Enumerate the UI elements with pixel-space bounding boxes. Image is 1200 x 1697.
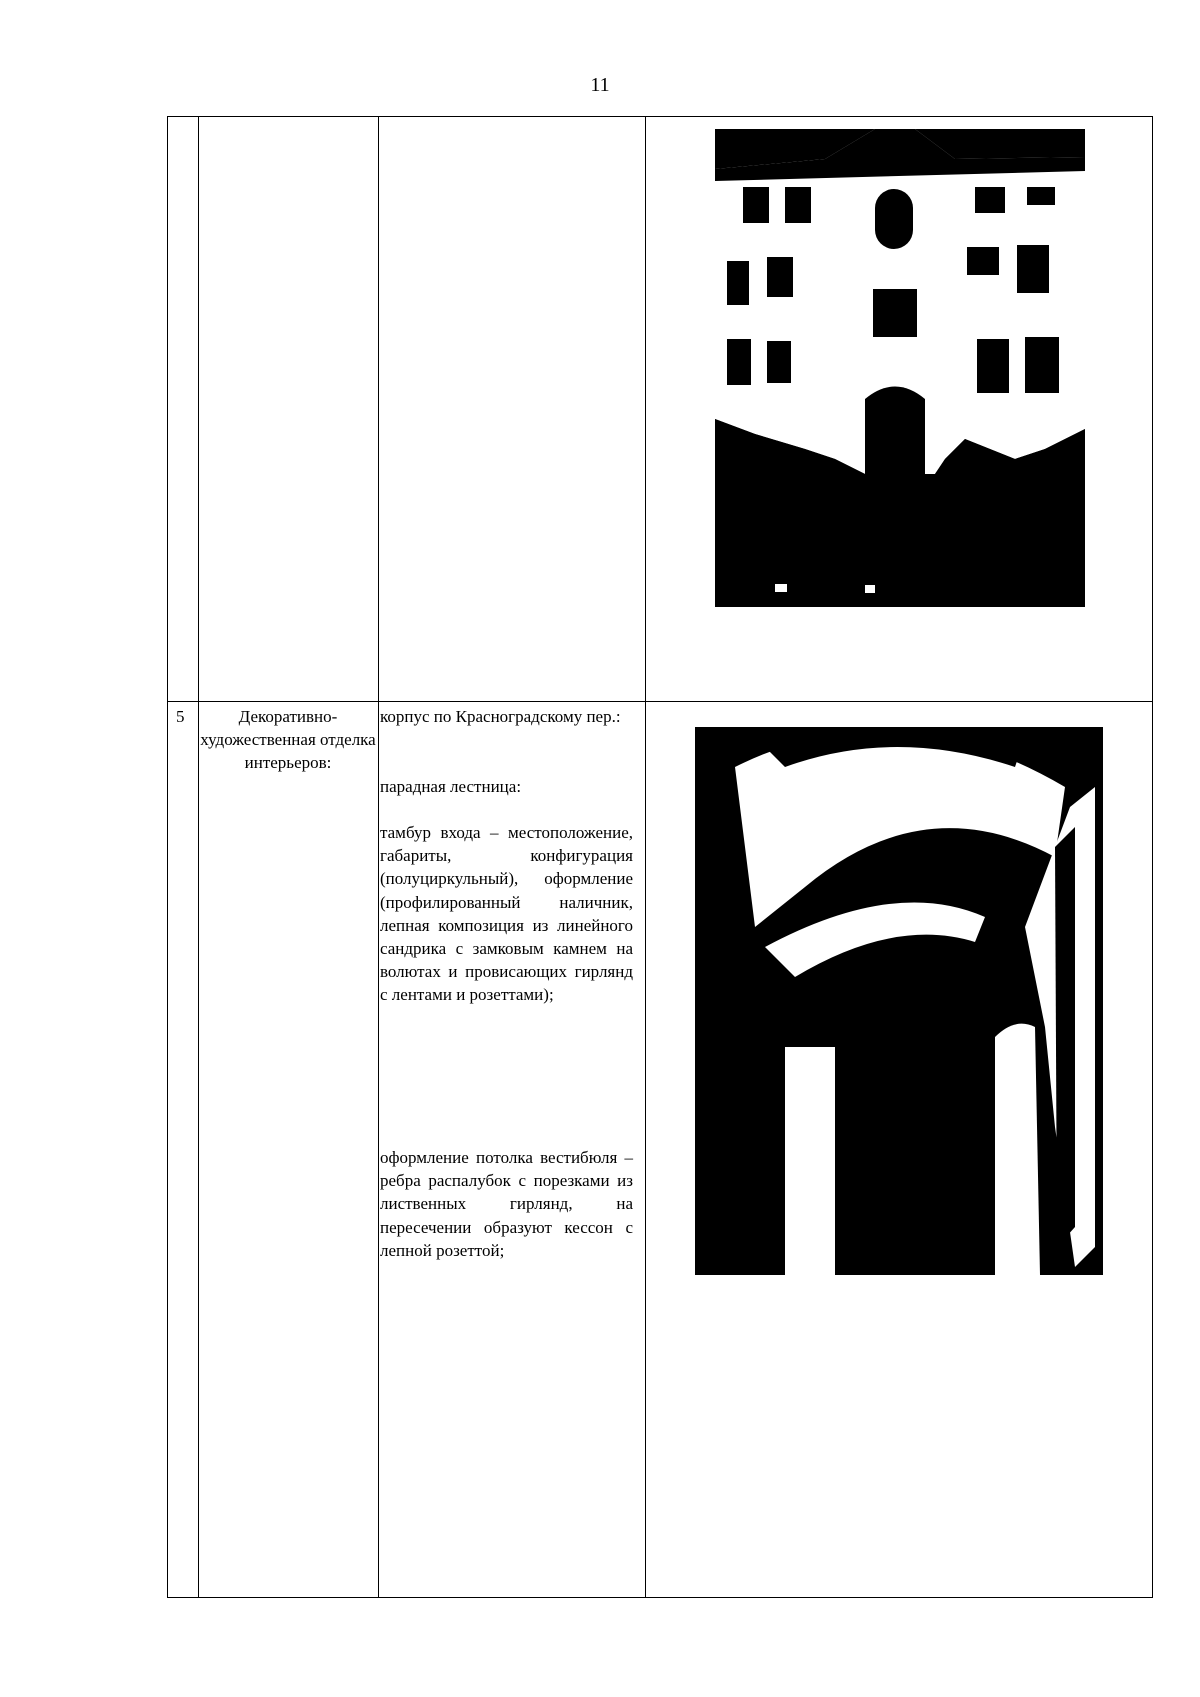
page-number: 11 <box>590 74 610 96</box>
description-block <box>380 821 633 1007</box>
description-vestibule-entrance: тамбур входа – местоположение, габариты, конфигурация (полуциркульный), оформление (профилированный наличник, лепная композиция из линейного сандрика с замковым камнем на волютах и провисающих гирлянд с лентами и розеттами); <box>380 823 633 1005</box>
description-ceiling: оформление потолка вестибюля – ребра распалубок с порезками из лиственных гирлянд, на пересечении образуют кессон с лепной розеттой; <box>380 1148 633 1260</box>
monument-table <box>167 116 1153 1598</box>
row-divider <box>168 701 1152 702</box>
column-divider <box>198 117 199 1597</box>
description-building: корпус по Красноградскому пер.: <box>380 707 621 726</box>
description-block <box>380 775 633 798</box>
building-facade-photo <box>715 129 1085 607</box>
row-number: 5 <box>176 707 185 726</box>
column-divider <box>645 117 646 1597</box>
vaulted-interior-photo <box>695 727 1103 1275</box>
description-heading <box>380 705 633 728</box>
element-category: Декоративно-художественная отделка интерьеров: <box>200 707 376 773</box>
description-block <box>380 1146 633 1262</box>
column-divider <box>378 117 379 1597</box>
description-staircase: парадная лестница: <box>380 777 522 796</box>
